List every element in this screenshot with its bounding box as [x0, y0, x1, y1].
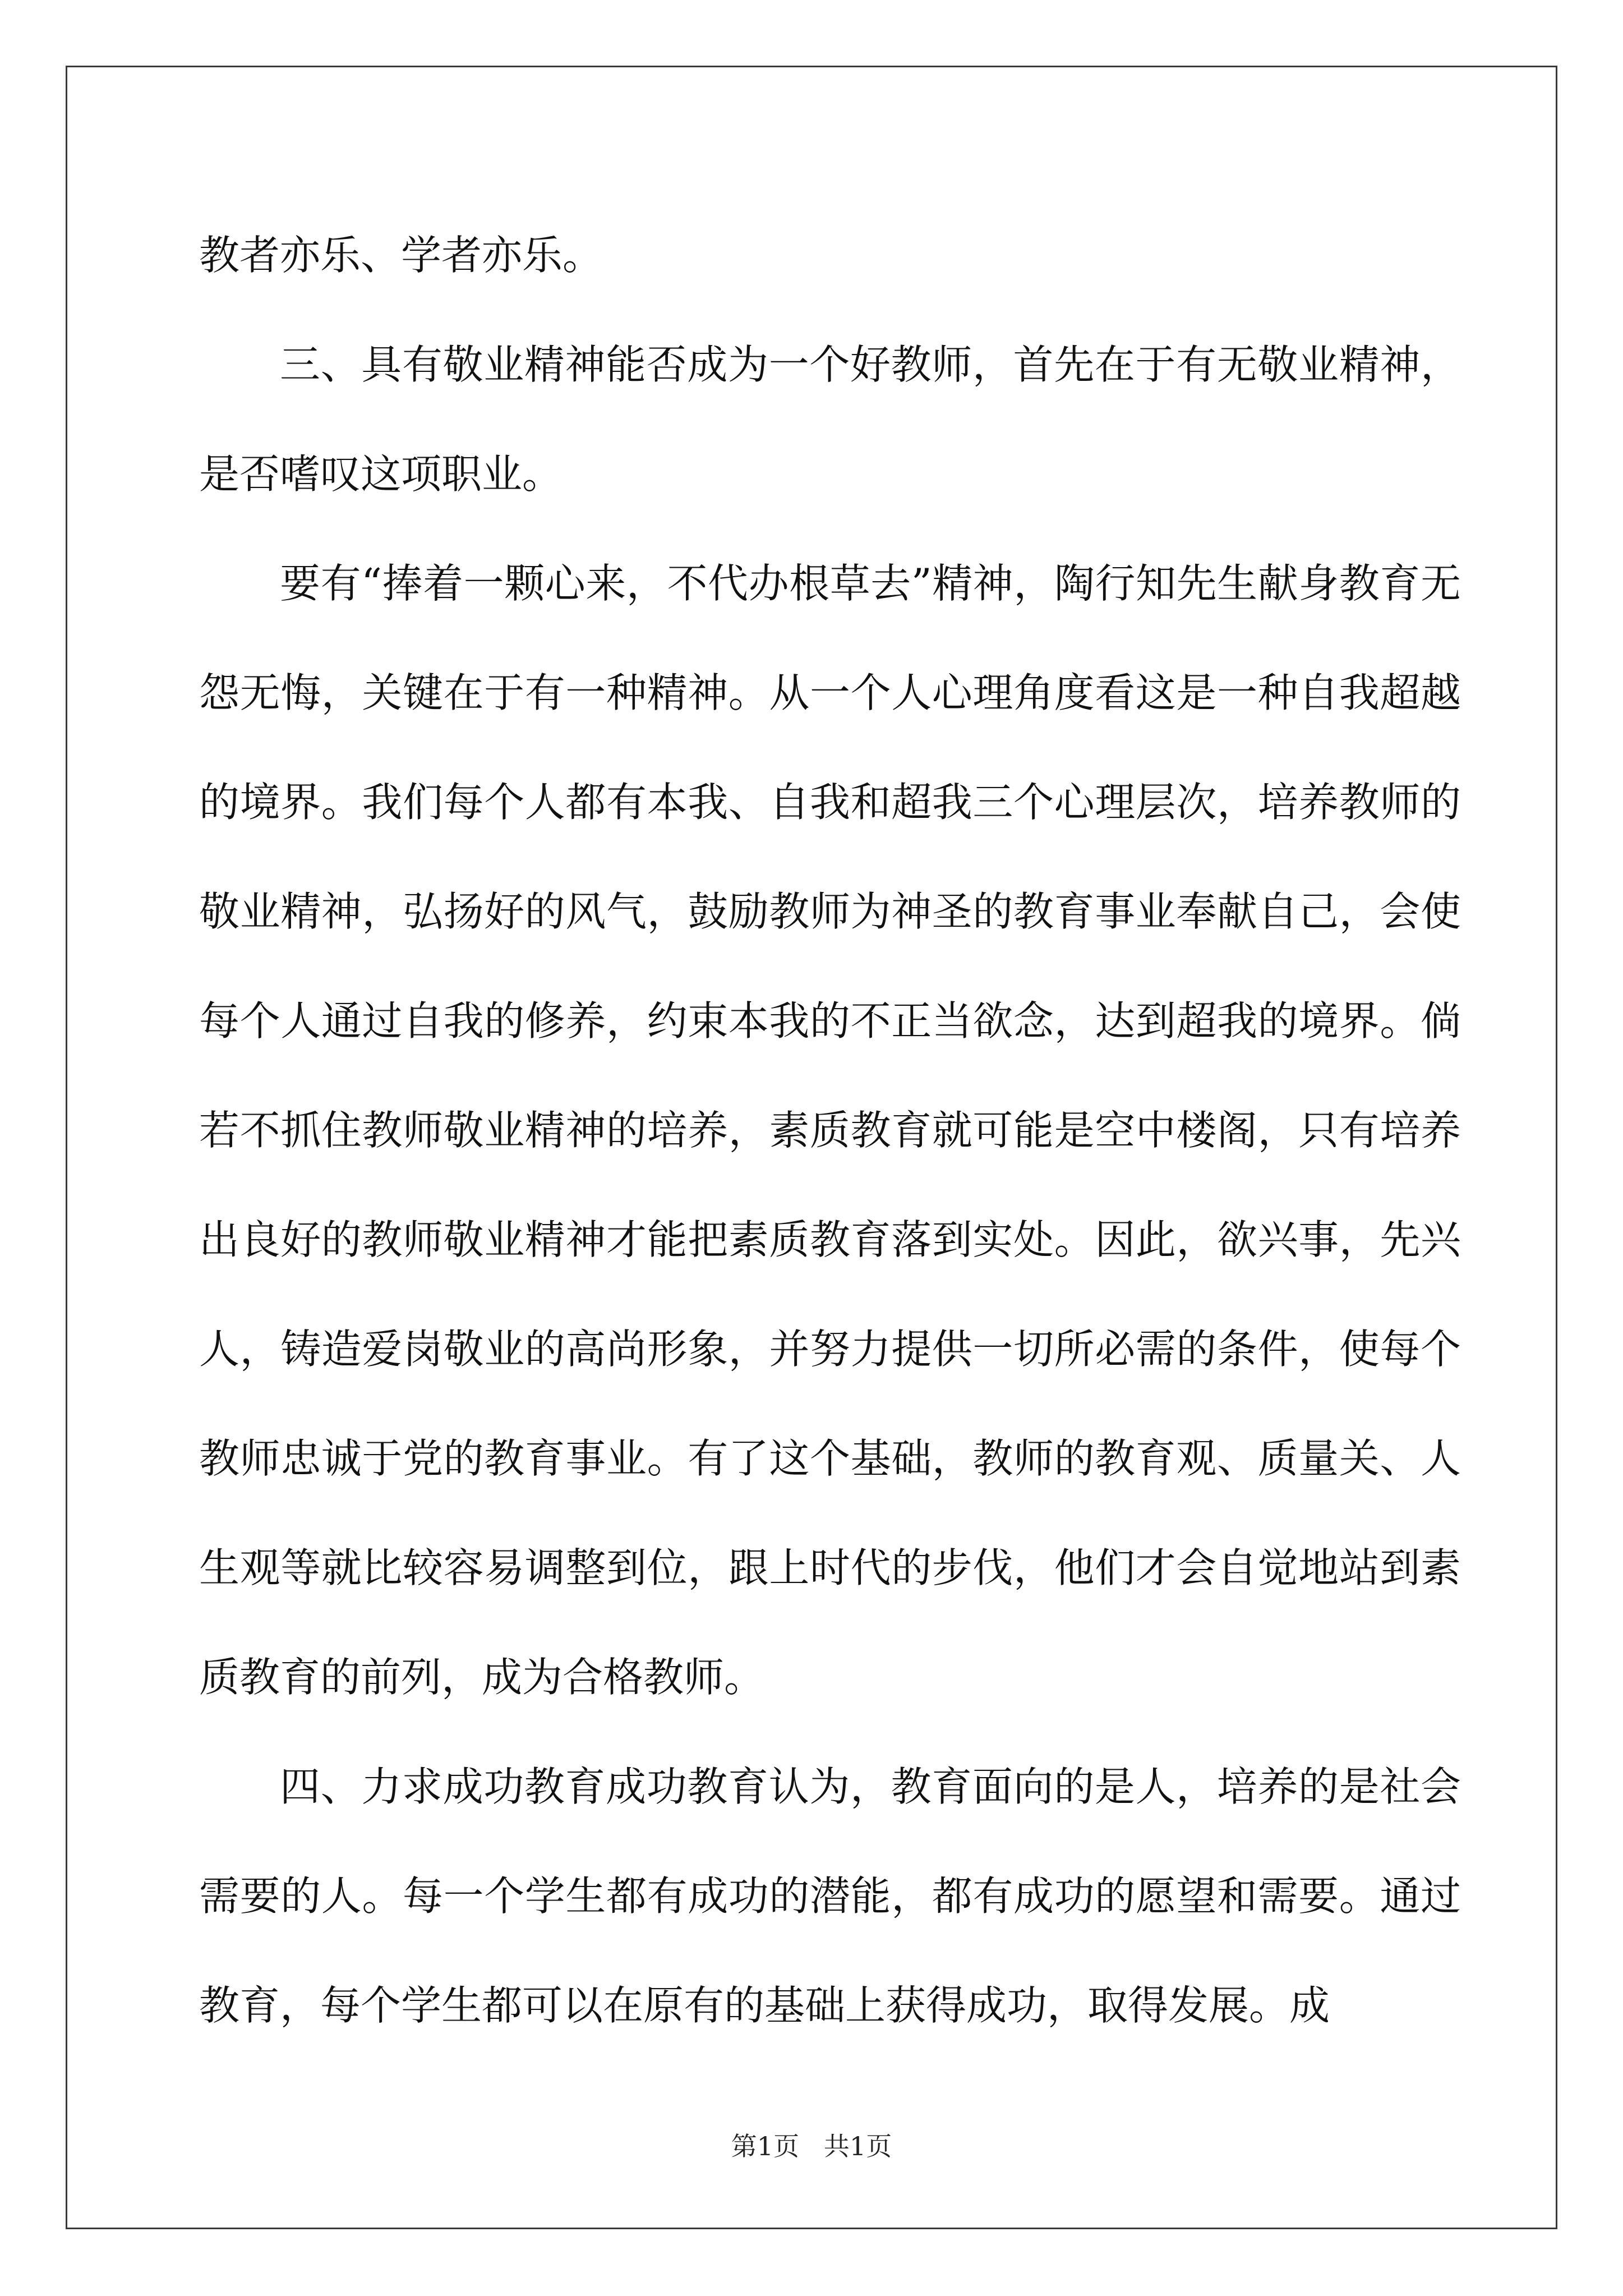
paragraph-2: 三、具有敬业精神能否成为一个好教师，首先在于有无敬业精神，是否嗜叹这项职业。	[199, 341, 1461, 498]
paragraph-4: 四、力求成功教育成功教育认为，教育面向的是人，培养的是社会需要的人。每一个学生都有成功的潜能，都有成功的愿望和需要。通过教育，每个学生都可以在原有的基础上获得成功，取得发展。成	[199, 1763, 1461, 2029]
page-number-footer: 第1页 共1页	[731, 2131, 892, 2161]
document-body	[199, 201, 1461, 2060]
paragraph-1: 教者亦乐、学者亦乐。	[199, 232, 603, 279]
paragraph-3: 要有“捧着一颗心来，不代办根草去”精神，陶行知先生献身教育无怨无悔，关键在于有一种精神。从一个人心理角度看这是一种自我超越的境界。我们每个人都有本我、自我和超我三个心理层次，培养教师的敬业精神，弘扬好的风气，鼓励教师为神圣的教育事业奉献自己，会使每个人通过自我的修养，约束本我的不正当欲念，达到超我的境界。倘若不抓住教师敬业精神的培养，素质教育就可能是空中楼阁，只有培养出良好的教师敬业精神才能把素质教育落到实处。因此，欲兴事，先兴人，铸造爱岗敬业的高尚形象，并努力提供一切所必需的条件，使每个教师忠诚于党的教育事业。有了这个基础，教师的教育观、质量关、人生观等就比较容易调整到位，跟上时代的步伐，他们才会自觉地站到素质教育的前列，成为合格教师。	[199, 560, 1461, 1701]
